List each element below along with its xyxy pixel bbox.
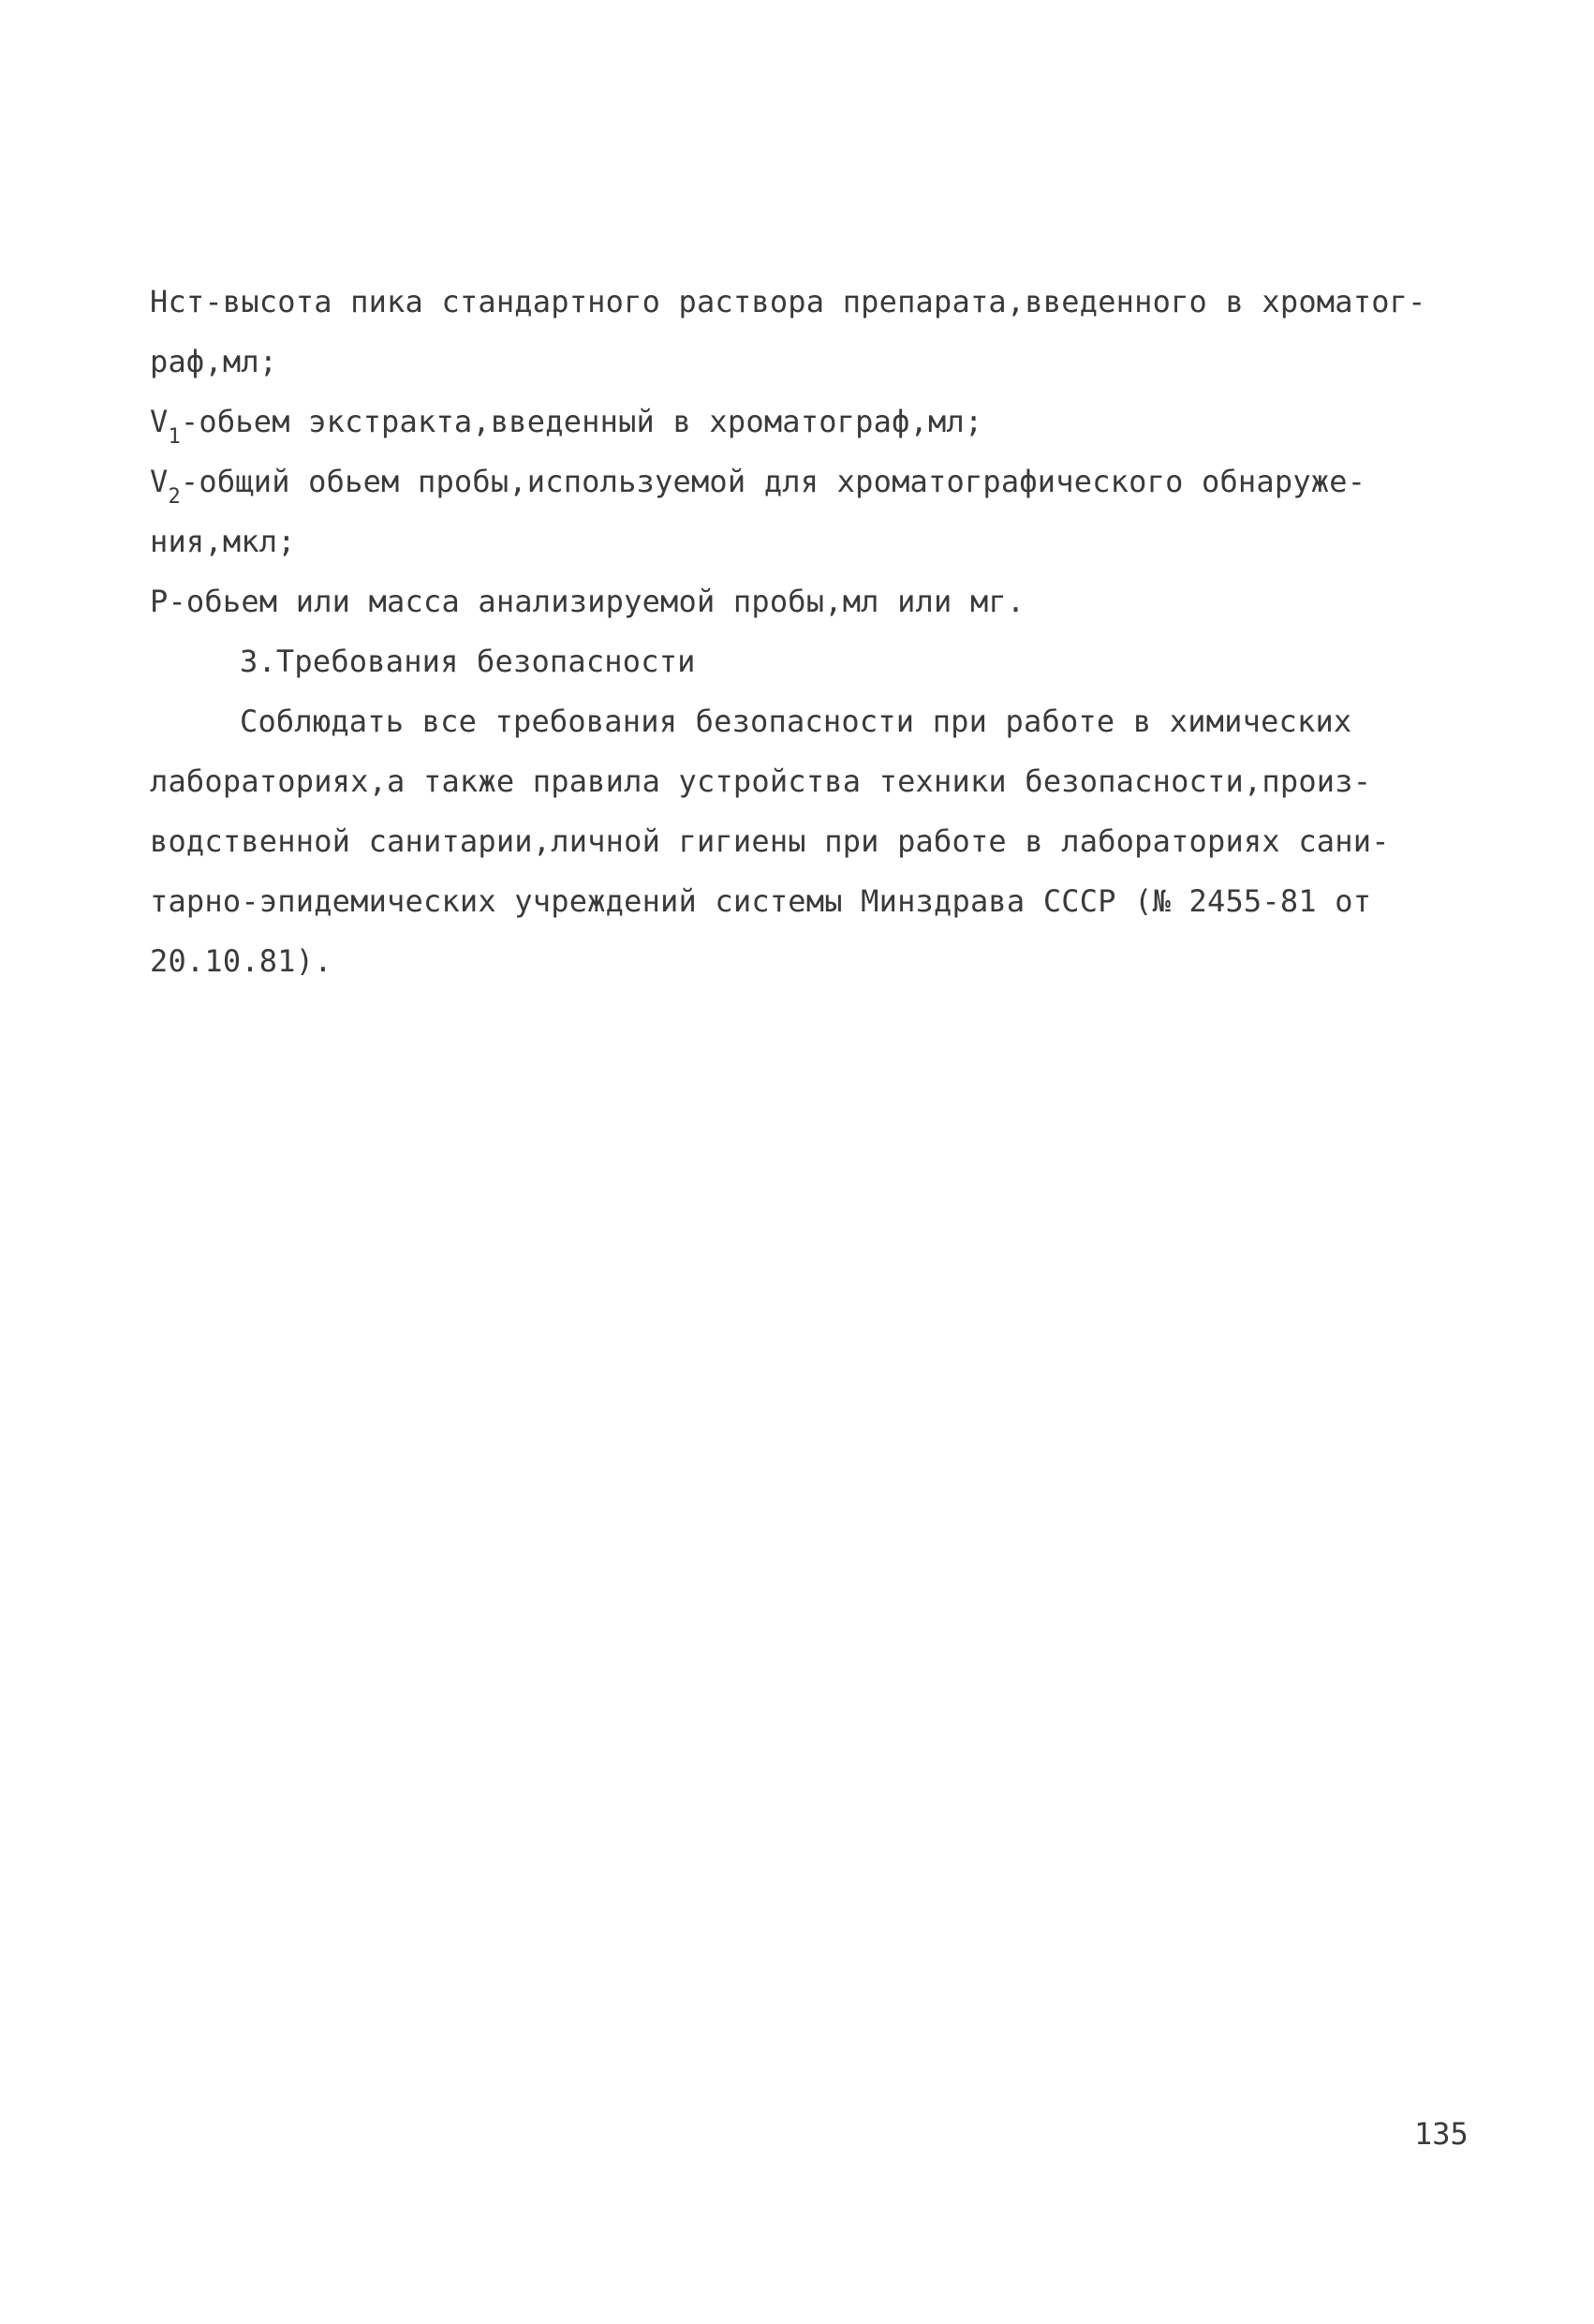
section-heading: 3.Требования безопасности xyxy=(240,644,696,679)
safety-paragraph-line-3: водственной санитарии,личной гигиены при работе в лабораториях сани- xyxy=(150,823,1390,859)
safety-paragraph-line-1: Соблюдать все требования безопасности при работе в химических xyxy=(240,703,1352,739)
v1-subscript: 1 xyxy=(168,425,181,449)
v1-symbol: V xyxy=(150,404,169,439)
definition-hst-continuation: раф,мл; xyxy=(150,344,278,379)
page-number: 135 xyxy=(1414,2116,1469,2152)
v2-symbol: V xyxy=(150,464,169,499)
v2-subscript: 2 xyxy=(168,485,181,509)
v1-text: -обьем экстракта,введенный в хроматограф,мл; xyxy=(180,404,983,439)
definition-v2-line xyxy=(150,463,1366,509)
safety-paragraph-line-2: лабораториях,а также правила устройства техники безопасности,произ- xyxy=(150,763,1372,799)
definition-v2-continuation: ния,мкл; xyxy=(150,524,296,559)
definition-p-line: Р-обьем или масса анализируемой пробы,мл или мг. xyxy=(150,584,1026,619)
definition-v1-line xyxy=(150,403,983,449)
safety-paragraph-line-5: 20.10.81). xyxy=(150,943,332,979)
safety-paragraph-line-4: тарно-эпидемических учреждений системы Минздрава СССР (№ 2455-81 от xyxy=(150,883,1372,919)
v2-text: -общий обьем пробы,используемой для хроматографического обнаруже- xyxy=(180,464,1366,499)
definition-hst-line: Нст-высота пика стандартного раствора препарата,введенного в хроматог- xyxy=(150,284,1426,319)
